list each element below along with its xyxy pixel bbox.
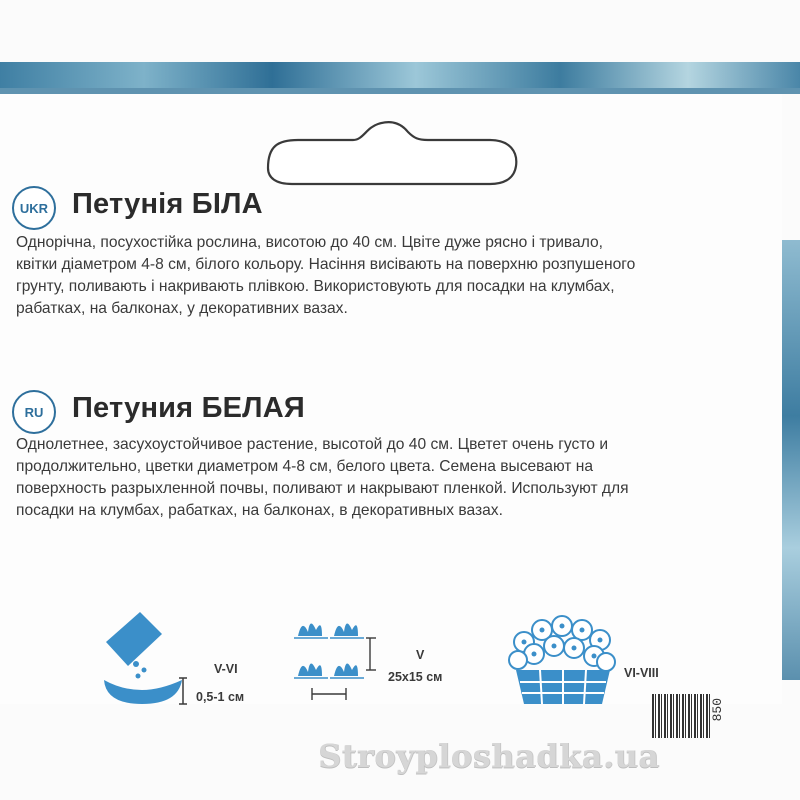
seedling-spacing-icon (294, 614, 384, 706)
ru-line: посадки на клумбах, рабатках, на балконах, в декоративных вазах. (16, 502, 503, 519)
sowing-month: V-VI (214, 662, 238, 676)
ukr-line: квітки діаметром 4-8 см, білого кольору. Насіння висівають на поверхню розпушеного (16, 256, 636, 273)
right-photo-strip (782, 240, 800, 680)
hanger-slot (258, 118, 522, 188)
top-photo-strip (0, 62, 800, 94)
ru-language-badge: RU (12, 390, 56, 434)
flowering-month: VI-VIII (624, 666, 659, 680)
ru-title: Петуния БЕЛАЯ (72, 392, 305, 424)
sowing-depth: 0,5-1 см (196, 690, 245, 704)
planting-month: V (416, 648, 425, 662)
barcode-digits: 850 (710, 698, 725, 722)
planting-spacing: 25x15 см (388, 670, 443, 684)
ukr-language-badge: UKR (12, 186, 56, 230)
ukr-line: грунту, поливають і накривають плівкою. Використовують для посадки на клумбах, (16, 278, 615, 295)
flower-basket-icon (506, 612, 620, 708)
ukr-line: Однорічна, посухостійка рослина, висотою до 40 см. Цвіте дуже рясно і тривало, (16, 234, 603, 251)
ru-line: Однолетнее, засухоустойчивое растение, высотой до 40 см. Цветет очень густо и (16, 436, 609, 453)
ukr-line: рабатках, на балконах, у декоративних вазах. (16, 300, 348, 317)
ukr-title: Петунія БІЛА (72, 188, 263, 220)
depth-arrow-icon (178, 676, 188, 706)
ru-line: продолжительно, цветки диаметром 4-8 см, белого цвета. Семена высевают на (16, 458, 594, 475)
ukr-description (16, 232, 635, 320)
watermark-text: Stroyploshadka.ua (318, 737, 660, 775)
watermark (318, 730, 800, 782)
ru-description (16, 434, 629, 522)
ru-line: поверхность разрыхленной почвы, поливают и накрывают пленкой. Используют для (16, 480, 629, 497)
